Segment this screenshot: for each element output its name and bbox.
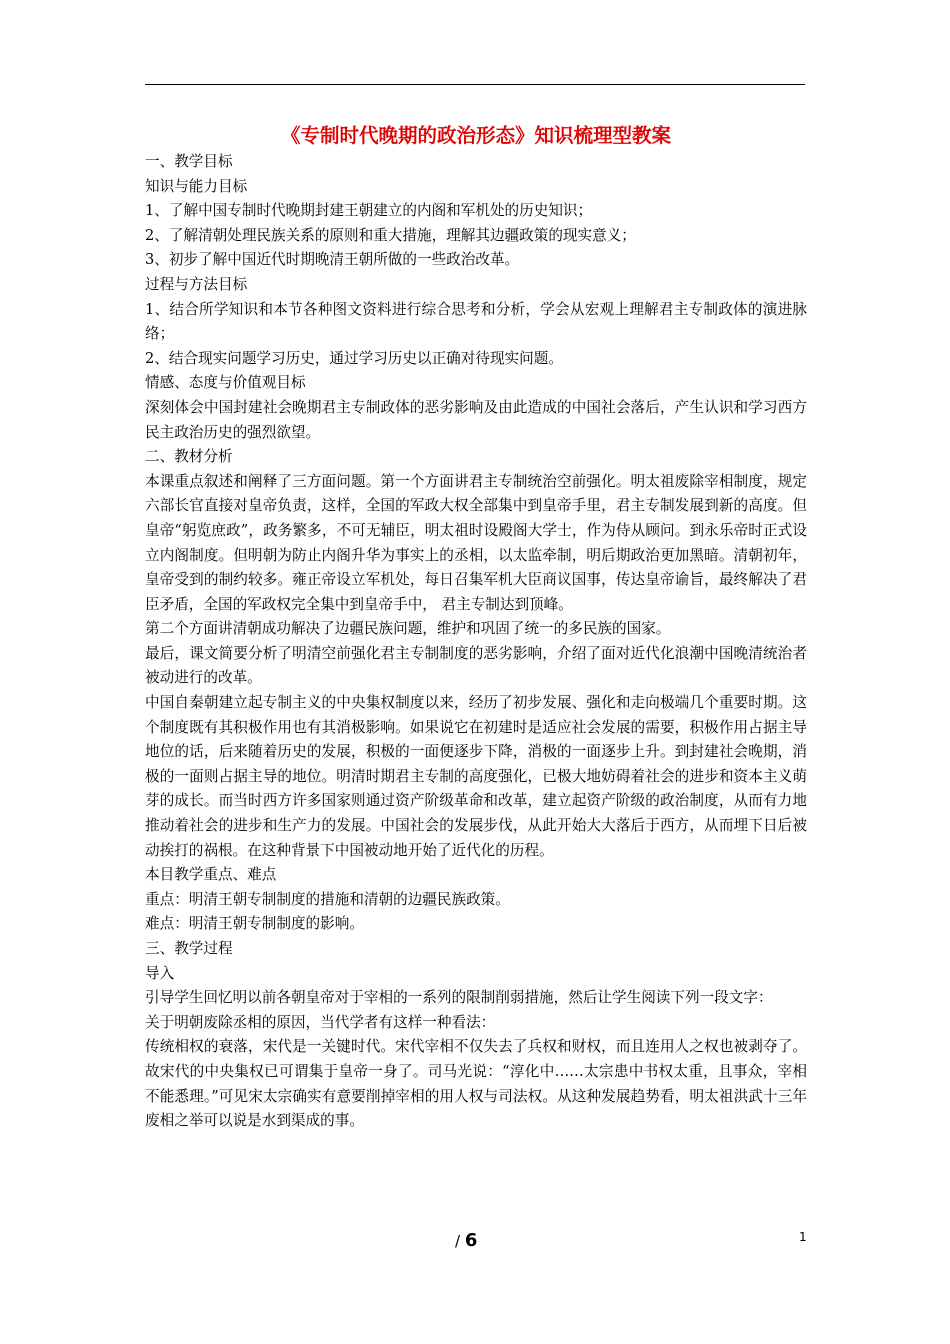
page-count [455,1230,477,1251]
section-heading-process: 三、教学过程 [145,940,233,957]
subheading-values: 情感、态度与价值观目标 [145,374,306,392]
list-item: 3、初步了解中国近代时期晚清王朝所做的一些政治改革。 [145,251,520,269]
section-heading-analysis: 二、教材分析 [145,448,233,466]
section-heading-objectives: 一、教学目标 [145,153,233,170]
subheading-intro: 导入 [145,964,175,982]
page-slash: / [455,1232,461,1250]
body-paragraph: 第二个方面讲清朝成功解决了边疆民族问题，维护和巩固了统一的多民族的国家。 [145,620,671,638]
header-rule [145,84,805,85]
list-item: 1、结合所学知识和本节各种图文资料进行综合思考和分析，学会从宏观上理解君主专制政体的演进脉络； [145,300,807,343]
subheading-knowledge: 知识与能力目标 [145,177,248,195]
page-number: 1 [799,1230,807,1244]
body-paragraph: 中国自秦朝建立起专制主义的中央集权制度以来，经历了初步发展、强化和走向极端几个重要时期。这个制度既有其积极作用也有其消极影响。如果说它在初建时是适应社会发展的需要，积极作用占据主导地位的话，后来随着历史的发展，积极的一面便逐步下降，消极的一面逐步上升。到封建社会晚期，消极的一面则占据主导的地位。明清时期君主专制的高度强化，已极大地妨碍着社会的进步和资本主义萌芽的成长。而当时西方许多国家则通过资产阶级革命和改革，建立起资产阶级的政治制度，从而有力地推动着社会的进步和生产力的发展。中国社会的发展步伐，从此开始大大落后于西方，从而埋下日后被动挨打的祸根。在这种背景下中国被动地开始了近代化的历程。 [145,694,807,859]
difficult-point: 难点：明清王朝专制制度的影响。 [145,915,364,933]
document-body [145,120,807,1134]
subheading-key-points: 本目教学重点、难点 [145,866,277,884]
body-paragraph: 传统相权的衰落，宋代是一关键时代。宋代宰相不仅失去了兵权和财权，而且连用人之权也被剥夺了。故宋代的中央集权已可谓集于皇帝一身了。司马光说：“淳化中……太宗患中书权太重，且事众，宰相不能悉理。”可见宋太宗确实有意要削掉宰相的用人权与司法权。从这种发展趋势看，明太祖洪武十三年废相之举可以说是水到渠成的事。 [145,1038,807,1130]
body-paragraph: 深刻体会中国封建社会晚期君主专制政体的恶劣影响及由此造成的中国社会落后，产生认识和学习西方民主政治历史的强烈欲望。 [145,398,807,441]
list-item: 1、了解中国专制时代晚期封建王朝建立的内阁和军机处的历史知识； [145,202,593,220]
subheading-process: 过程与方法目标 [145,275,248,293]
document-title: 《专制时代晚期的政治形态》知识梳理型教案 [280,124,671,147]
key-point: 重点：明清王朝专制制度的措施和清朝的边疆民族政策。 [145,890,510,908]
list-item: 2、了解清朝处理民族关系的原则和重大措施，理解其边疆政策的现实意义； [145,226,636,244]
body-paragraph: 引导学生回忆明以前各朝皇帝对于宰相的一系列的限制削弱措施，然后让学生阅读下列一段文字： [145,989,773,1007]
body-paragraph: 本课重点叙述和阐释了三方面问题。第一个方面讲君主专制统治空前强化。明太祖废除宰相制度，规定六部长官直接对皇帝负责，这样，全国的军政大权全部集中到皇帝手里，君主专制发展到新的高度。但皇帝“躬览庶政”，政务繁多，不可无辅臣，明太祖时设殿阁大学士，作为侍从顾问。到永乐帝时正式设立内阁制度。但明朝为防止内阁升华为事实上的丞相，以太监牵制，明后期政治更加黑暗。清朝初年，皇帝受到的制约较多。雍正帝设立军机处，每日召集军机大臣商议国事，传达皇帝谕旨，最终解决了君臣矛盾，全国的军政权完全集中到皇帝手中， 君主专制达到顶峰。 [145,472,807,613]
body-paragraph: 最后，课文简要分析了明清空前强化君主专制制度的恶劣影响，介绍了面对近代化浪潮中国晚清统治者被动进行的改革。 [145,644,807,687]
body-paragraph: 关于明朝废除丞相的原因，当代学者有这样一种看法： [145,1013,496,1031]
list-item: 2、结合现实问题学习历史，通过学习历史以正确对待现实问题。 [145,349,563,367]
page-total: 6 [464,1230,478,1251]
